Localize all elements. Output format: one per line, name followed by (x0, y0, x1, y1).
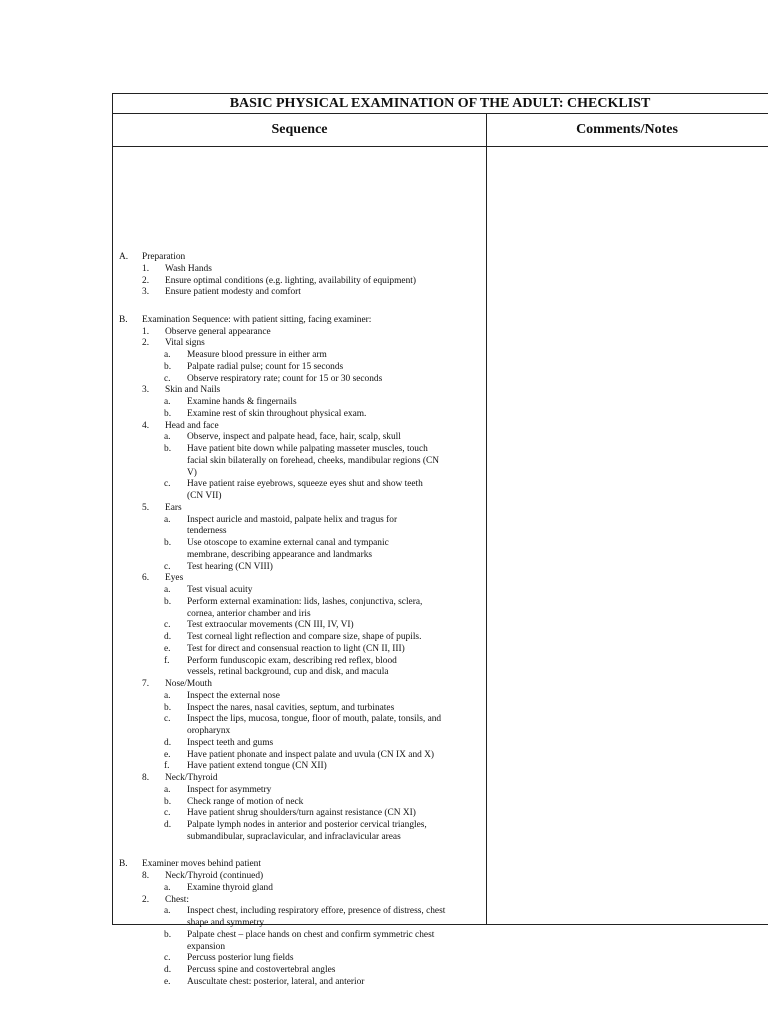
item-marker: 5. (142, 502, 150, 513)
item-marker: c. (164, 373, 171, 384)
item-text: Observe, inspect and palpate head, face, hair, scalp, skull (187, 432, 401, 443)
item-text: Test extraocular movements (CN III, IV, VI) (187, 620, 354, 631)
item-marker: f. (164, 655, 170, 666)
item-marker: b. (164, 929, 172, 940)
item-text: Examine rest of skin throughout physical exam. (187, 408, 367, 419)
item-marker: a. (164, 514, 171, 525)
item-marker: d. (164, 632, 172, 643)
item-marker: c. (164, 479, 171, 490)
item-text: Test hearing (CN VIII) (187, 561, 273, 572)
item-text: Perform funduscopic exam, describing red reflex, blood (187, 655, 397, 666)
item-marker: e. (164, 976, 171, 987)
item-marker: a. (164, 882, 171, 893)
item-marker: a. (164, 432, 171, 443)
item-text: Palpate chest – place hands on chest and confirm symmetric chest (187, 929, 435, 940)
item-text: Inspect chest, including respiratory effore, presence of distress, chest (187, 906, 446, 917)
item-text: V) (187, 467, 197, 478)
item-text: Preparation (142, 252, 186, 262)
item-marker: f. (164, 761, 170, 772)
item-text: Neck/Thyroid (continued) (165, 871, 264, 882)
item-marker: e. (164, 643, 171, 654)
item-text: Vital signs (165, 338, 205, 349)
item-text: Inspect auricle and mastoid, palpate helix and tragus for (187, 514, 398, 525)
item-marker: 1. (142, 326, 150, 337)
item-text: Nose/Mouth (165, 679, 212, 690)
item-marker: b. (164, 596, 172, 607)
item-marker: c. (164, 714, 171, 725)
item-marker: 2. (142, 338, 150, 349)
sequence-column (113, 147, 486, 987)
item-marker: e. (164, 749, 171, 760)
item-text: facial skin bilaterally on forehead, cheeks, mandibular regions (CN (187, 455, 439, 466)
item-text: Observe general appearance (165, 326, 271, 337)
item-text: expansion (187, 941, 226, 952)
item-marker: a. (164, 690, 171, 701)
item-marker: 2. (142, 275, 150, 286)
item-text: Neck/Thyroid (165, 773, 218, 784)
item-marker: c. (164, 808, 171, 819)
item-text: membrane, describing appearance and landmarks (187, 549, 373, 560)
item-marker: b. (164, 444, 172, 455)
item-text: Skin and Nails (165, 385, 221, 396)
item-marker: a. (164, 350, 171, 361)
item-text: Head and face (165, 420, 219, 431)
item-marker: 1. (142, 263, 150, 274)
item-text: Auscultate chest: posterior, lateral, and anterior (187, 976, 365, 987)
item-marker: d. (164, 737, 172, 748)
item-text: Perform external examination: lids, lashes, conjunctiva, sclera, (187, 596, 423, 607)
item-text: oropharynx (187, 726, 231, 737)
item-marker: b. (164, 538, 172, 549)
item-marker: d. (164, 965, 172, 976)
item-text: Examine hands & fingernails (187, 397, 297, 408)
title-row (113, 94, 768, 114)
item-marker: 8. (142, 773, 150, 784)
page-title: BASIC PHYSICAL EXAMINATION OF THE ADULT: CHECKLIST (229, 96, 651, 111)
item-text: Percuss posterior lung fields (187, 953, 294, 964)
item-marker: B. (119, 859, 128, 870)
item-text: vessels, retinal background, cup and disk, and macula (187, 667, 389, 678)
item-text: Observe respiratory rate; count for 15 or 30 seconds (187, 373, 383, 384)
checklist-table (112, 93, 768, 987)
item-text: Ensure patient modesty and comfort (165, 287, 301, 298)
item-text: shape and symmetry (187, 918, 265, 929)
item-marker: b. (164, 361, 172, 372)
item-marker: 4. (142, 420, 150, 431)
item-marker: b. (164, 408, 172, 419)
item-marker: c. (164, 561, 171, 572)
item-text: Measure blood pressure in either arm (187, 350, 327, 361)
item-marker: b. (164, 796, 172, 807)
item-text: Check range of motion of neck (187, 796, 304, 807)
item-text: Inspect the nares, nasal cavities, septum, and turbinates (187, 702, 395, 713)
item-text: Wash Hands (165, 263, 212, 274)
item-text: Chest: (165, 894, 189, 905)
item-marker: c. (164, 620, 171, 631)
item-text: submandibular, supraclavicular, and infraclavicular areas (187, 831, 401, 842)
item-text: Inspect teeth and gums (187, 737, 274, 748)
item-text: Have patient bite down while palpating masseter muscles, touch (187, 444, 428, 455)
item-text: Inspect the lips, mucosa, tongue, floor of mouth, palate, tonsils, and (187, 714, 442, 725)
item-marker: a. (164, 397, 171, 408)
item-text: Test corneal light reflection and compare size, shape of pupils. (187, 632, 422, 643)
item-text: Palpate radial pulse; count for 15 seconds (187, 361, 344, 372)
item-text: Test for direct and consensual reaction to light (CN II, III) (187, 643, 405, 654)
item-text: Inspect the external nose (187, 690, 280, 701)
item-text: (CN VII) (187, 491, 222, 502)
item-text: cornea, anterior chamber and iris (187, 608, 311, 619)
item-text: Have patient raise eyebrows, squeeze eyes shut and show teeth (187, 479, 423, 490)
item-marker: a. (164, 784, 171, 795)
item-text: Examiner moves behind patient (142, 859, 261, 870)
item-text: Percuss spine and costovertebral angles (187, 965, 336, 976)
item-text: Test visual acuity (187, 585, 253, 596)
item-text: Inspect for asymmetry (187, 784, 272, 795)
item-marker: 3. (142, 385, 150, 396)
item-text: Ears (165, 502, 182, 513)
item-marker: c. (164, 953, 171, 964)
notes-header: Comments/Notes (576, 122, 678, 137)
item-text: Eyes (165, 573, 184, 584)
item-text: Examination Sequence: with patient sitting, facing examiner: (142, 314, 372, 325)
item-marker: 7. (142, 679, 150, 690)
item-marker: a. (164, 906, 171, 917)
item-text: tenderness (187, 526, 227, 537)
item-text: Have patient extend tongue (CN XII) (187, 761, 327, 772)
column-divider (486, 114, 487, 924)
item-marker: a. (164, 585, 171, 596)
item-text: Have patient phonate and inspect palate and uvula (CN IX and X) (187, 749, 435, 760)
item-marker: B. (119, 314, 128, 325)
item-text: Palpate lymph nodes in anterior and posterior cervical triangles, (187, 820, 427, 831)
item-marker: A. (119, 252, 129, 262)
item-marker: 2. (142, 894, 150, 905)
item-marker: 8. (142, 871, 150, 882)
item-text: Examine thyroid gland (187, 882, 273, 893)
sequence-header: Sequence (271, 122, 328, 137)
item-marker: d. (164, 820, 172, 831)
item-marker: 3. (142, 287, 150, 298)
item-text: Have patient shrug shoulders/turn against resistance (CN XI) (187, 808, 416, 819)
header-row (113, 114, 768, 147)
item-marker: 6. (142, 573, 150, 584)
item-text: Use otoscope to examine external canal and tympanic (187, 538, 389, 549)
item-text: Ensure optimal conditions (e.g. lighting, availability of equipment) (165, 275, 416, 286)
item-marker: b. (164, 702, 172, 713)
